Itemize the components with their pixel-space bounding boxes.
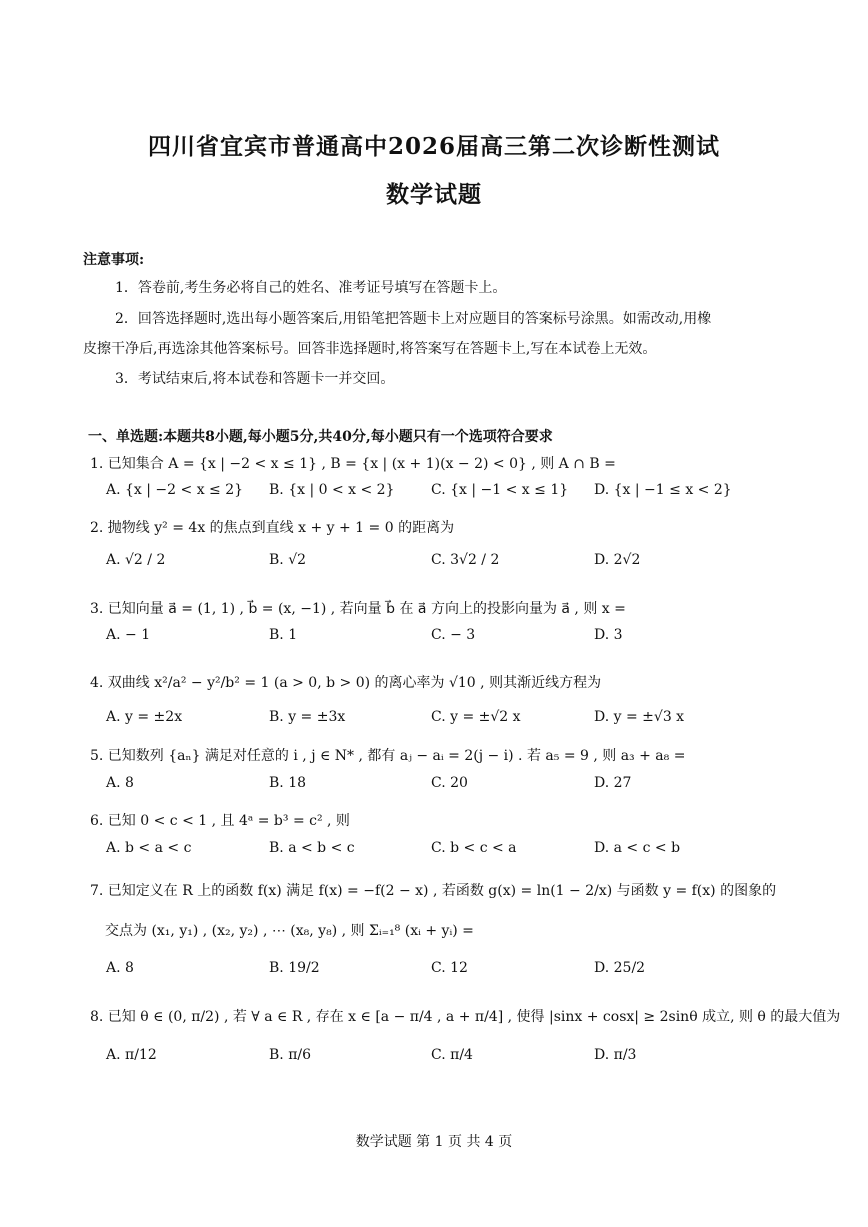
question-3-option-c: C. − 3 — [431, 627, 476, 643]
question-1-stem: 1. 已知集合 A = {x | −2 < x ≤ 1} , B = {x | (x + 1)(x − 2) < 0} , 则 A ∩ B = — [90, 456, 616, 472]
note-item: 皮擦干净后,再选涂其他答案标号。回答非选择题时,将答案写在答题卡上,写在本试卷上无效。 — [83, 341, 657, 357]
question-6-option-b: B. a < b < c — [269, 840, 355, 856]
question-6-stem: 6. 已知 0 < c < 1 , 且 4ᵃ = b³ = c² , 则 — [90, 813, 350, 829]
question-7-stem: 7. 已知定义在 R 上的函数 f(x) 满足 f(x) = −f(2 − x) , 若函数 g(x) = ln(1 − 2/x) 与函数 y = f(x) 的图象的 — [90, 883, 777, 899]
question-5-option-d: D. 27 — [594, 775, 632, 791]
question-3-option-b: B. 1 — [269, 627, 298, 643]
question-5-stem: 5. 已知数列 {aₙ} 满足对任意的 i , j ∈ N* , 都有 aⱼ − aᵢ = 2(j − i) . 若 a₅ = 9 , 则 a₃ + a₈ = — [90, 748, 686, 764]
question-3-stem: 3. 已知向量 a⃗ = (1, 1) , b⃗ = (x, −1) , 若向量 b⃗ 在 a⃗ 方向上的投影向量为 a⃗ , 则 x = — [90, 601, 626, 617]
question-3-option-a: A. − 1 — [106, 627, 151, 643]
question-4-stem: 4. 双曲线 x²/a² − y²/b² = 1 (a > 0, b > 0) 的离心率为 √10 , 则其渐近线方程为 — [90, 675, 602, 691]
question-2-option-a: A. √2 / 2 — [106, 552, 166, 568]
notes-heading: 注意事项: — [83, 252, 145, 268]
question-1-option-d: D. {x | −1 ≤ x < 2} — [594, 482, 732, 498]
question-7-option-d: D. 25/2 — [594, 960, 646, 976]
question-7-option-a: A. 8 — [106, 960, 134, 976]
question-2-option-b: B. √2 — [269, 552, 307, 568]
question-4-option-d: D. y = ±√3 x — [594, 709, 685, 725]
question-1-option-b: B. {x | 0 < x < 2} — [269, 482, 395, 498]
exam-subtitle: 数学试题 — [386, 181, 482, 208]
question-2-option-d: D. 2√2 — [594, 552, 641, 568]
question-4-option-a: A. y = ±2x — [106, 709, 183, 725]
question-1-option-c: C. {x | −1 < x ≤ 1} — [431, 482, 569, 498]
section-heading: 一、单选题:本题共8小题,每小题5分,共40分,每小题只有一个选项符合要求 — [88, 429, 553, 445]
question-5-option-a: A. 8 — [106, 775, 134, 791]
question-1-option-a: A. {x | −2 < x ≤ 2} — [106, 482, 244, 498]
note-item: 3．考试结束后,将本试卷和答题卡一并交回。 — [115, 371, 395, 387]
question-7-option-c: C. 12 — [431, 960, 468, 976]
question-2-stem: 2. 抛物线 y² = 4x 的焦点到直线 x + y + 1 = 0 的距离为 — [90, 520, 455, 536]
exam-title: 四川省宜宾市普通高中2026届高三第二次诊断性测试 — [147, 133, 720, 160]
question-5-option-b: B. 18 — [269, 775, 307, 791]
page-footer: 数学试题 第 1 页 共 4 页 — [355, 1134, 513, 1150]
question-4-option-b: B. y = ±3x — [269, 709, 346, 725]
question-5-option-c: C. 20 — [431, 775, 468, 791]
question-2-option-c: C. 3√2 / 2 — [431, 552, 500, 568]
question-4-option-c: C. y = ±√2 x — [431, 709, 521, 725]
question-6-option-a: A. b < a < c — [106, 840, 192, 856]
question-6-option-c: C. b < c < a — [431, 840, 517, 856]
question-8-option-b: B. π/6 — [269, 1047, 312, 1063]
note-item: 1．答卷前,考生务必将自己的姓名、准考证号填写在答题卡上。 — [115, 280, 507, 296]
note-item: 2．回答选择题时,选出每小题答案后,用铅笔把答题卡上对应题目的答案标号涂黑。如需改动,用橡 — [115, 311, 712, 327]
question-8-stem: 8. 已知 θ ∈ (0, π/2) , 若 ∀ a ∈ R , 存在 x ∈ [a − π/4 , a + π/4] , 使得 |sinx + cosx| ≥ 2sinθ 成立, 则 θ 的最大值为 — [90, 1009, 841, 1025]
question-8-option-a: A. π/12 — [106, 1047, 157, 1063]
question-7-stem-continued: 交点为 (x₁, y₁) , (x₂, y₂) , ⋯ (x₈, y₈) , 则 Σᵢ₌₁⁸ (xᵢ + yᵢ) = — [105, 923, 474, 939]
question-3-option-d: D. 3 — [594, 627, 623, 643]
question-6-option-d: D. a < c < b — [594, 840, 681, 856]
question-8-option-d: D. π/3 — [594, 1047, 637, 1063]
question-7-option-b: B. 19/2 — [269, 960, 320, 976]
question-8-option-c: C. π/4 — [431, 1047, 473, 1063]
